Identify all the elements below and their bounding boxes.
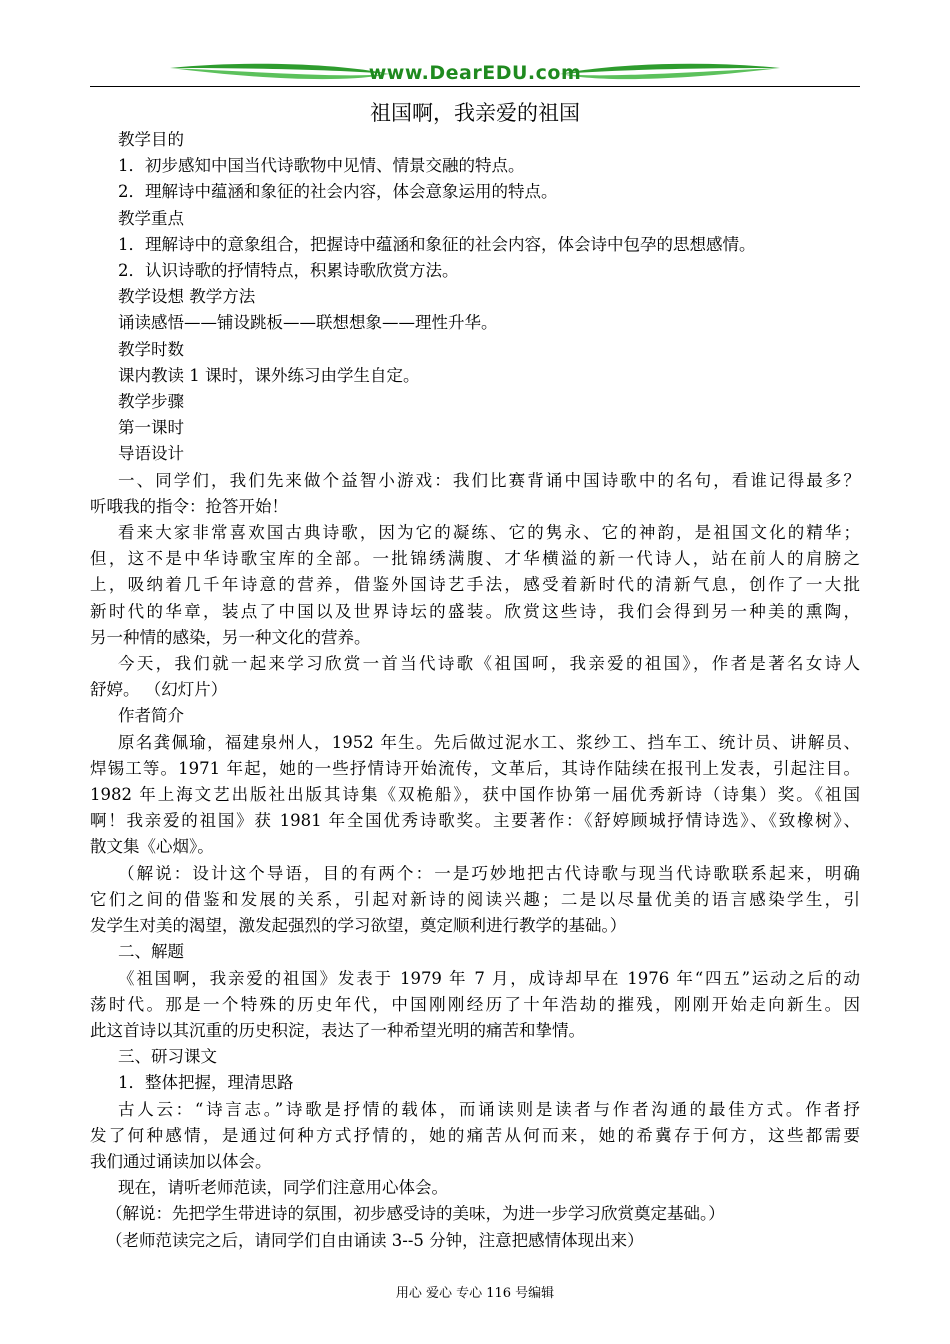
text-line: 荡时代。那是一个特殊的历史年代，中国刚刚经历了十年浩劫的摧残，刚刚开始走向新生。因 bbox=[90, 994, 860, 1014]
text-line: 听哦我的指令：抢答开始！ bbox=[90, 496, 288, 516]
text-line: 课内教读 1 课时，课外练习由学生自定。 bbox=[118, 365, 420, 385]
text-line: 1．初步感知中国当代诗歌物中见情、情景交融的特点。 bbox=[118, 156, 525, 176]
text-line: 舒婷。 （幻灯片） bbox=[90, 680, 228, 700]
text-line: 啊！我亲爱的祖国》获 1981 年全国优秀诗歌奖。主要著作：《舒婷顾城抒情诗选》、《致橡树》、 bbox=[90, 811, 860, 831]
text-line: （解说：设计这个导语，目的有两个：一是巧妙地把古代诗歌与现当代诗歌联系起来，明确 bbox=[118, 863, 860, 883]
text-line: 散文集《心烟》。 bbox=[90, 837, 214, 857]
text-line: （老师范读完之后，请同学们自由诵读 3--5 分钟，注意把感情体现出来） bbox=[106, 1230, 644, 1250]
text-line: 发学生对美的渴望，激发起强烈的学习欲望，奠定顺利进行教学的基础。） bbox=[90, 916, 627, 936]
text-line: 但，这不是中华诗歌宝库的全部。一批锦绣满腹、才华横溢的新一代诗人，站在前人的肩膀之 bbox=[90, 549, 860, 569]
page-footer: 用心 爱心 专心 116 号编辑 bbox=[395, 1286, 555, 1301]
text-line: 2．理解诗中蕴涵和象征的社会内容，体会意象运用的特点。 bbox=[118, 182, 558, 202]
text-line: 二、解题 bbox=[118, 942, 184, 962]
text-line: 《祖国啊，我亲爱的祖国》发表于 1979 年 7 月，成诗却早在 1976 年“四五”运动之后的动 bbox=[118, 968, 860, 988]
text-line: 导语设计 bbox=[118, 444, 184, 464]
text-line: 诵读感悟——铺设跳板——联想想象——理性升华。 bbox=[118, 313, 498, 333]
site-logo-text: www.DearEDU.com bbox=[368, 62, 582, 84]
text-line: 1．整体把握，理清思路 bbox=[118, 1073, 294, 1093]
text-line: 1982 年上海文艺出版社出版其诗集《双桅船》，获中国作协第一届优秀新诗（诗集）奖。《祖国 bbox=[90, 785, 860, 805]
text-line: 它们之间的借鉴和发展的关系，引起对新诗的阅读兴趣；二是以尽量优美的语言感染学生，引 bbox=[90, 889, 860, 909]
text-line: 现在，请听老师范读，同学们注意用心体会。 bbox=[118, 1178, 448, 1198]
text-line: 发了何种感情，是通过何种方式抒情的，她的痛苦从何而来，她的希冀存于何方，这些都需要 bbox=[90, 1125, 860, 1145]
text-line: 作者简介 bbox=[118, 706, 184, 726]
page-title: 祖国啊，我亲爱的祖国 bbox=[370, 101, 580, 125]
text-line: 教学重点 bbox=[118, 208, 184, 228]
text-line: 原名龚佩瑜，福建泉州人，1952 年生。先后做过泥水工、浆纱工、挡车工、统计员、讲解员、 bbox=[118, 732, 860, 752]
document-body bbox=[90, 127, 860, 1254]
text-line: 古人云：“诗言志。”诗歌是抒情的载体，而诵读则是读者与作者沟通的最佳方式。作者抒 bbox=[118, 1099, 860, 1119]
text-line: 教学目的 bbox=[118, 130, 184, 149]
text-line: 第一课时 bbox=[118, 418, 184, 438]
text-line: 1．理解诗中的意象组合，把握诗中蕴涵和象征的社会内容，体会诗中包孕的思想感情。 bbox=[118, 234, 756, 254]
text-line: 教学步骤 bbox=[118, 392, 184, 412]
text-line: 2．认识诗歌的抒情特点，积累诗歌欣赏方法。 bbox=[118, 261, 459, 281]
text-line: 新时代的华章，装点了中国以及世界诗坛的盛装。欣赏这些诗，我们会得到另一种美的熏陶， bbox=[90, 601, 860, 621]
text-line: （解说：先把学生带进诗的氛围，初步感受诗的美味，为进一步学习欣赏奠定基础。） bbox=[106, 1204, 725, 1224]
text-line: 此这首诗以其沉重的历史积淀，表达了一种希望光明的痛苦和挚情。 bbox=[90, 1020, 585, 1040]
text-line: 我们通过诵读加以体会。 bbox=[90, 1151, 272, 1171]
text-line: 看来大家非常喜欢国古典诗歌，因为它的凝练、它的隽永、它的神韵，是祖国文化的精华； bbox=[118, 523, 860, 543]
text-line: 教学设想 教学方法 bbox=[118, 287, 256, 307]
text-line: 今天，我们就一起来学习欣赏一首当代诗歌《祖国呵，我亲爱的祖国》，作者是著名女诗人 bbox=[118, 654, 860, 674]
header-divider bbox=[90, 86, 860, 87]
text-line: 焊锡工等。1971 年起，她的一些抒情诗开始流传，文革后，其诗作陆续在报刊上发表，引起注目。 bbox=[90, 758, 860, 778]
text-line: 上，吸纳着几千年诗意的营养，借鉴外国诗艺手法，感受着新时代的清新气息，创作了一大批 bbox=[90, 575, 860, 595]
text-line: 另一种情的感染，另一种文化的营养。 bbox=[90, 627, 371, 647]
text-line: 教学时数 bbox=[118, 339, 184, 359]
text-line: 三、研习课文 bbox=[118, 1047, 217, 1067]
text-line: 一、同学们，我们先来做个益智小游戏：我们比赛背诵中国诗歌中的名句，看谁记得最多？ bbox=[118, 470, 860, 490]
